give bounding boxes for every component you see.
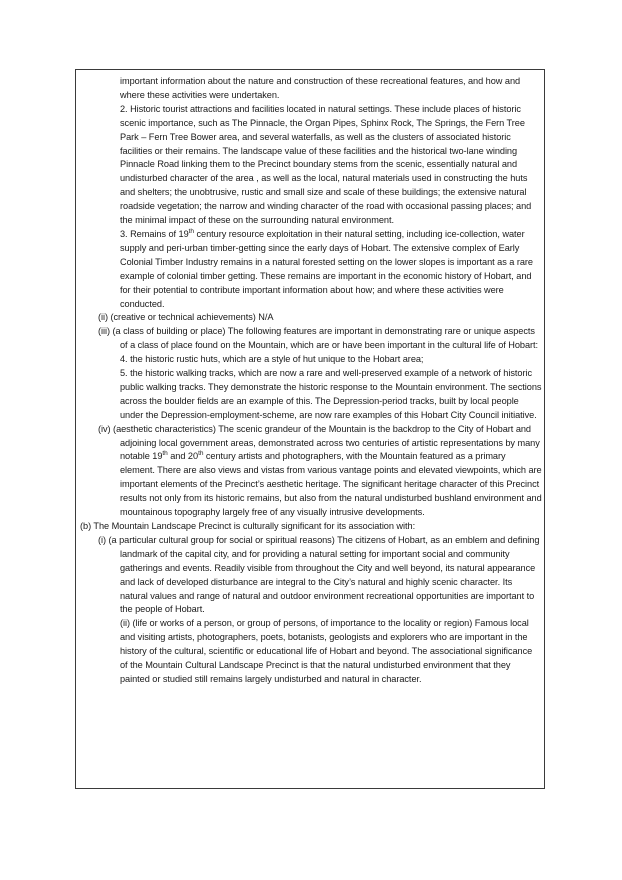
paragraph-iii-class: (iii) (a class of building or place) The following features are important in demonstrating rare or unique aspects of a class of place found on the Mountain, which are or have been important in the cultural life of Hobart: [98, 326, 539, 351]
paragraph-item-4: 4. the historic rustic huts, which are a style of hut unique to the Hobart area; [120, 354, 424, 365]
paragraph-item-3 [80, 228, 542, 311]
paragraph-item-2: 2. Historic tourist attractions and facilities located in natural settings. These include places of historic scenic importance, such as The Pinnacle, the Organ Pipes, Sphinx Rock, The Springs, the Fern Tree Park – Fern Tree Bower area, and several waterfalls, as well as the clusters of associated historic facilities or their remains. The landscape value of these facilities and the historical two-lane winding Pinnacle Road linking them to the Precinct boundary stems from the scenic, essentially natural and undisturbed character of the area , as well as the local, natural materials used in constructing the huts and shelters; the unobtrusive, rustic and small size and scale of these buildings; the extensive natural roadside vegetation; the narrow and winding character of the road with occasional passing places; and the minimal impact of these on the surrounding natural environment. [120, 103, 532, 226]
iv-text-b: and 20 [167, 451, 199, 462]
document-body [80, 75, 542, 687]
paragraph-item-5: 5. the historic walking tracks, which are now a rare and well-preserved example of a network of historic public walking tracks. They demonstrate the historic response to the Mountain environment. The sections across the boulder fields are an example of this. The Depression-period tracks, built by local people under the Depression-employment-scheme, are now rare examples of this Hobart City Council initiative. [120, 368, 542, 420]
paragraph-b-heading: (b) The Mountain Landscape Precinct is culturally significant for its association with: [80, 521, 416, 531]
paragraph-intro-continued: important information about the nature and construction of these recreational features, and how and where these activities were undertaken. [120, 76, 521, 100]
item-3-text-a: 3. Remains of 19 [120, 228, 189, 239]
iv-superscript-2: th [198, 450, 204, 458]
paragraph-b-i: (i) (a particular cultural group for social or spiritual reasons) The citizens of Hobart, as an emblem and defining landmark of the capital city, and for providing a natural setting for important social and community gatherings and events. Readily visible from throughout the City and well beyond, its natural appearance and lack of developed disturbance are integral to the City’s natural and highly scenic character. Its natural values and range of natural and outdoor environment recreational opportunities are important to the people of Hobart. [98, 534, 540, 615]
paragraph-ii-creative: (ii) (creative or technical achievements) N/A [98, 312, 274, 323]
paragraph-b-ii: (ii) (life or works of a person, or group of persons, of importance to the locality or region) Famous local and visiting artists, photographers, poets, botanists, geologists and explorers who are important in the history of the cultural, scientific or educational life of Hobart and beyond. The associational significance of the Mountain Cultural Landscape Precinct is that the natural undisturbed environment that they painted or studied still remains largely undisturbed and natural in character. [120, 618, 533, 684]
paragraph-iv-aesthetic [80, 423, 542, 520]
item-3-text-b: century resource exploitation in their natural setting, including ice-collection, water supply and peri-urban timber-getting since the early days of Hobart. The extensive complex of Early Colonial Timber Industry remains in a natural forested setting on the lower slopes is important as a rare example of colonial timber getting. These remains are important in the economic history of Hobart, and for their potential to contribute important information about how; and where these activities were conducted. [120, 228, 533, 309]
iv-superscript-1: th [162, 450, 168, 458]
iv-text-a: (iv) (aesthetic characteristics) The scenic grandeur of the Mountain is the backdrop to the City of Hobart and adjoining local government areas, demonstrated across two centuries of artistic representations by many notable 19 [98, 423, 540, 462]
iv-text-c: century artists and photographers, with the Mountain featured as a primary element. There are also views and vistas from various vantage points and elevated viewpoints, which are important elements of the Precinct’s aesthetic heritage. The significant heritage character of this Precinct results not only from its historic remains, but also from the natural undisturbed bushland environment and mountainous topography largely free of any visually intrusive developments. [120, 451, 542, 518]
item-3-superscript: th [188, 227, 194, 235]
